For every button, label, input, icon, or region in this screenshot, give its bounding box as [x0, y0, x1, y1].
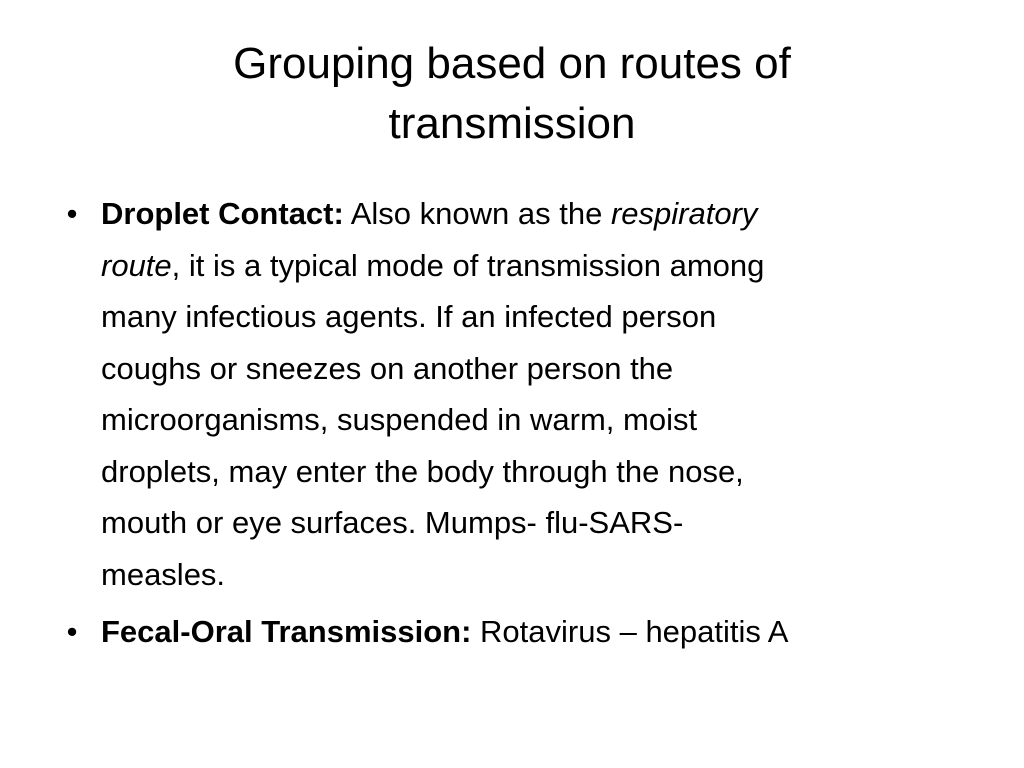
bullet-term: Fecal-Oral Transmission: [101, 614, 472, 649]
bullet-1-line-1 [101, 188, 950, 240]
bullet-dot-icon [60, 188, 84, 240]
bullet-1-line-6: droplets, may enter the body through the nose, [101, 453, 744, 489]
bullet-dot-icon [60, 606, 84, 658]
title-line-1: Grouping based on routes of [233, 39, 791, 88]
bullet-text: Rotavirus – hepatitis A [480, 614, 789, 649]
bullet-1-line-7: mouth or eye surfaces. Mumps- flu-SARS- [101, 505, 684, 540]
bullet-1-line-5: microorganisms, suspended in warm, moist [101, 402, 698, 437]
bullet-1-line-4: coughs or sneezes on another person the [101, 350, 674, 386]
bullet-droplet-contact [60, 188, 950, 600]
bullet-term: Droplet Contact: [101, 196, 344, 231]
bullet-list [60, 188, 950, 664]
bullet-text: Also known as the [350, 196, 603, 231]
bullet-2-line-1 [101, 606, 950, 658]
bullet-text: , it is a typical mode of transmission among [171, 247, 765, 283]
bullet-italic-text: respiratory [610, 196, 758, 231]
bullet-fecal-oral [60, 606, 950, 658]
bullet-1-line-8: measles. [101, 556, 226, 592]
bullet-italic-text: route [101, 247, 172, 283]
bullet-1-line-3: many infectious agents. If an infected person [101, 299, 717, 334]
slide-title [80, 34, 944, 154]
bullet-1-line-2 [101, 240, 950, 292]
title-line-2: transmission [388, 99, 636, 148]
